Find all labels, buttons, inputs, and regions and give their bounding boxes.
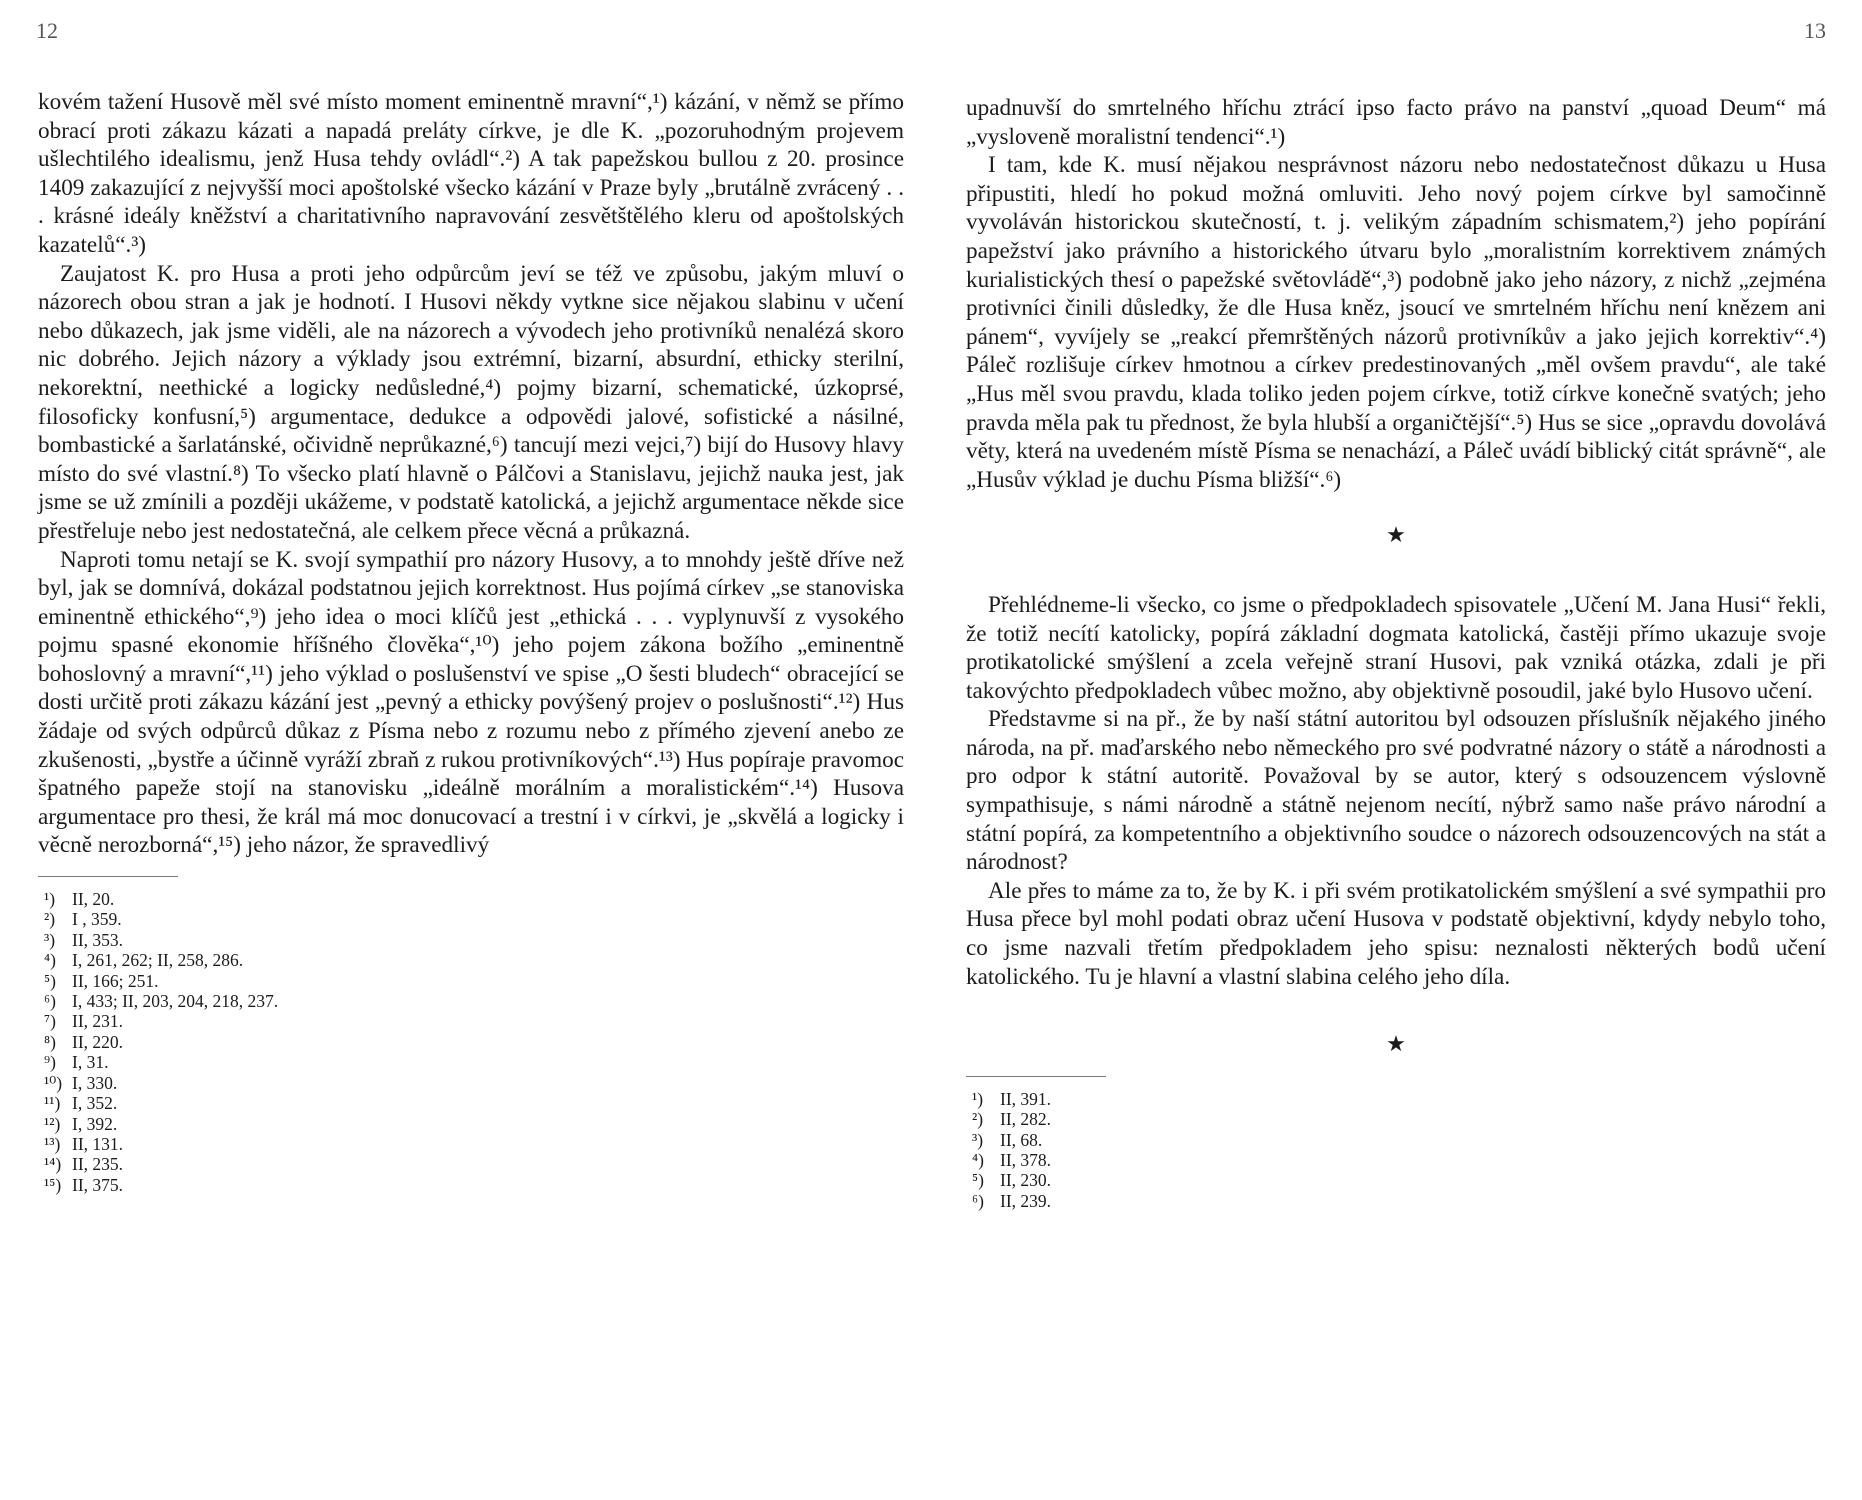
footnote: ⁸) II, 220. bbox=[44, 1031, 124, 1052]
footnote: ¹⁴) II, 235. bbox=[44, 1154, 124, 1175]
page-number-right: 13 bbox=[1804, 18, 1826, 43]
footnotes-right bbox=[966, 1089, 1826, 1211]
footnote: ¹⁰) I, 330. bbox=[44, 1072, 118, 1093]
footnote: ¹⁵) II, 375. bbox=[44, 1174, 124, 1195]
section-separator-star: ★ bbox=[1386, 523, 1406, 549]
footnote: ⁶) I, 433; II, 203, 204, 218, 237. bbox=[44, 991, 279, 1012]
footnote: ¹) II, 391. bbox=[972, 1088, 1052, 1109]
footnote-divider-left bbox=[38, 876, 178, 877]
page-number-left: 12 bbox=[36, 18, 58, 43]
footnote-divider-right bbox=[966, 1076, 1106, 1077]
footnote: ⁶) II, 239. bbox=[972, 1190, 1052, 1211]
footnote: ⁴) II, 378. bbox=[972, 1150, 1052, 1171]
footnote: ¹²) I, 392. bbox=[44, 1113, 118, 1134]
right-paragraph-1: upadnuvší do smrtelného hříchu ztrácí ipso facto právo na panství „quoad Deum“ má „vysloveně moralistní tendenci“.¹) bbox=[966, 95, 1826, 150]
right-paragraph-4: Představme si na př., že by naší státní autoritou byl odsouzen příslušník nějakého jiného národa, na př. maďarského nebo německého pro své podvratné názory o státě a národnosti a pro odpor k státní autoritě. Považoval by se autor, který s odsouzencem výslovně sympathisuje, s námi národně a státně nejenom necítí, nýbrž samo naše právo národní a státní popírá, za kompetentního a objektivního soudce o názorech odsouzencových na stát a národnost? bbox=[966, 706, 1826, 876]
footnote: ³) II, 353. bbox=[44, 929, 124, 950]
footnote: ²) I , 359. bbox=[44, 909, 122, 930]
left-paragraph-2: Zaujatost K. pro Husa a proti jeho odpůrcům jeví se též ve způsobu, jakým mluví o názorech obou stran a jak je hodnotí. I Husovi někdy vytkne sice nějakou slabinu v učení nebo důkazech, jak jsme viděli, ale na názorech a vývodech jeho protivníků nenalézá skoro nic dobrého. Jejich názory a výklady jsou extrémní, bizarní, absurdní, ethicky sterilní, nekorektní, neethické a logicky nedůsledné,⁴) pojmy bizarní, schematické, úzkoprsé, filosoficky konfusní,⁵) argumentace, dedukce a odpovědi jalové, sofistické a násilné, bombastické a šarlatánské, očividně neprůkazné,⁶) tancují mezi vejci,⁷) bijí do Husovy hlavy místo do své vlastní.⁸) To všecko platí hlavně o Pálčovi a Stanislavu, jejichž nauka jest, jak jsme se už zmínili a později ukážeme, v podstatě katolická, a jejichž argumentace někde sice přestřeluje nebo jest nedostatečná, ale celkem přece věcná a průkazná. bbox=[38, 260, 904, 544]
section-separator-star: ★ bbox=[1386, 1032, 1406, 1058]
left-page-column bbox=[38, 88, 904, 1195]
footnote: ⁴) I, 261, 262; II, 258, 286. bbox=[44, 950, 244, 971]
footnote: ¹³) II, 131. bbox=[44, 1133, 124, 1154]
right-paragraph-3: Přehlédneme-li všecko, co jsme o předpokladech spisovatele „Učení M. Jana Husi“ řekli, že totiž necítí katolicky, popírá základní dogmata katolická, častěji přímo ukazuje svoje protikatolické smýšlení a zcela veřejně straní Husovi, pak vzniká otázka, zdali je při takovýchto předpokladech vůbec možno, aby objektivně posoudil, jaké bylo Husovo učení. bbox=[966, 591, 1826, 704]
footnote: ¹¹) I, 352. bbox=[44, 1093, 118, 1114]
right-paragraph-5: Ale přes to máme za to, že by K. i při svém protikatolickém smýšlení a své sympathii pro Husa přece byl mohl podati obraz učení Husova v podstatě objektivní, kdydy nebylo toho, co jsme nazvali třetím předpokladem jeho spisu: neznalosti některých bodů učení katolického. Tu je hlavní a vlastní slabina celého jeho díla. bbox=[966, 877, 1826, 990]
left-paragraph-3: Naproti tomu netají se K. svojí sympathií pro názory Husovy, a to mnohdy ještě dříve než byl, jak se domnívá, dokázal podstatnou jejich korrektnost. Hus pojímá církev „se stanoviska eminentně ethického“,⁹) jeho idea o moci klíčů jest „ethická . . . vyplynuvší z vysokého pojmu spasné ekonomie hříšného člověka“,¹⁰) jeho pojem zákona božího „eminentně bohoslovný a mravní“,¹¹) jeho výklad o poslušenství ve spise „O šesti bludech“ obracející se dosti určitě proti zákazu kázání jest „pevný a ethicky povýšený projev o poslušnosti“.¹²) Hus žádaje od svých odpůrců důkaz z Písma nebo z rozumu nebo z přímého zjevení anebo ze zkušenosti, „bystře a účinně vyráží zbraň z rukou protivníkových“.¹³) Hus popíraje pravomoc špatného papeže stojí na stanovisku „ideálně morálním a moralistickém“.¹⁴) Husova argumentace pro thesi, že král má moc donucovací a trestní i v církvi, je „skvělá a logicky i věcně nerozborná“,¹⁵) jeho názor, že spravedlivý bbox=[38, 546, 904, 859]
footnote: ²) II, 282. bbox=[972, 1109, 1052, 1130]
footnotes-left bbox=[38, 889, 904, 1195]
footnote: ³) II, 68. bbox=[972, 1129, 1043, 1150]
footnote: ⁷) II, 231. bbox=[44, 1011, 124, 1032]
footnote: ¹) II, 20. bbox=[44, 889, 115, 910]
footnote: ⁵) II, 230. bbox=[972, 1170, 1052, 1191]
right-page-column bbox=[966, 94, 1826, 1211]
footnote: ⁵) II, 166; 251. bbox=[44, 970, 159, 991]
right-paragraph-2: I tam, kde K. musí nějakou nesprávnost názoru nebo nedostatečnost důkazu u Husa připustiti, hledí ho pokud možná omluviti. Jeho nový pojem církve byl samočinně vyvoláván historickou skutečností, t. j. velikým západním schismatem,²) jeho popírání papežství jako právního a historického útvaru bylo „moralistním korrektivem známých kurialistických thesí o papežské světovládě“,³) podobně jako jeho názory, z nichž „zejména protivníci činili důsledky, že dle Husa kněz, jsoucí ve smrtelném hříchu není knězem ani pánem“, vyvíjely se „reakcí přemrštěných názorů protivníkův a jako jejich korrektiv“.⁴) Páleč rozlišuje církev hmotnou a církev predestinovaných „měl ovšem pravdu“, ale také „Hus měl svou pravdu, klada toliko jeden pojem církve, totiž církve konečně svatých; jeho pravda měla pak tu přednost, že byla hlubší a organičtější“.⁵) Hus se sice „opravdu dovolává věty, která na uvedeném místě Písma se nenachází, a Páleč uvádí biblický citát správně“, ale „Husův výklad je duchu Písma bližší“.⁶) bbox=[966, 152, 1826, 493]
left-paragraph-1: kovém tažení Husově měl své místo moment eminentně mravní“,¹) kázání, v němž se přímo obrací proti zákazu kázati a napadá preláty církve, je dle K. „pozoruhodným projevem ušlechtilého idealismu, jenž Husa tehdy ovládl“.²) A tak papežskou bullou z 20. prosince 1409 zakazující z nejvyšší moci apoštolské všecko kázání v Praze byly „brutálně zvrácený . . . krásné ideály kněžství a charitativního napravování zesvětštělého kleru od apoštolských kazatelů“.³) bbox=[38, 89, 904, 258]
footnote: ⁹) I, 31. bbox=[44, 1052, 109, 1073]
